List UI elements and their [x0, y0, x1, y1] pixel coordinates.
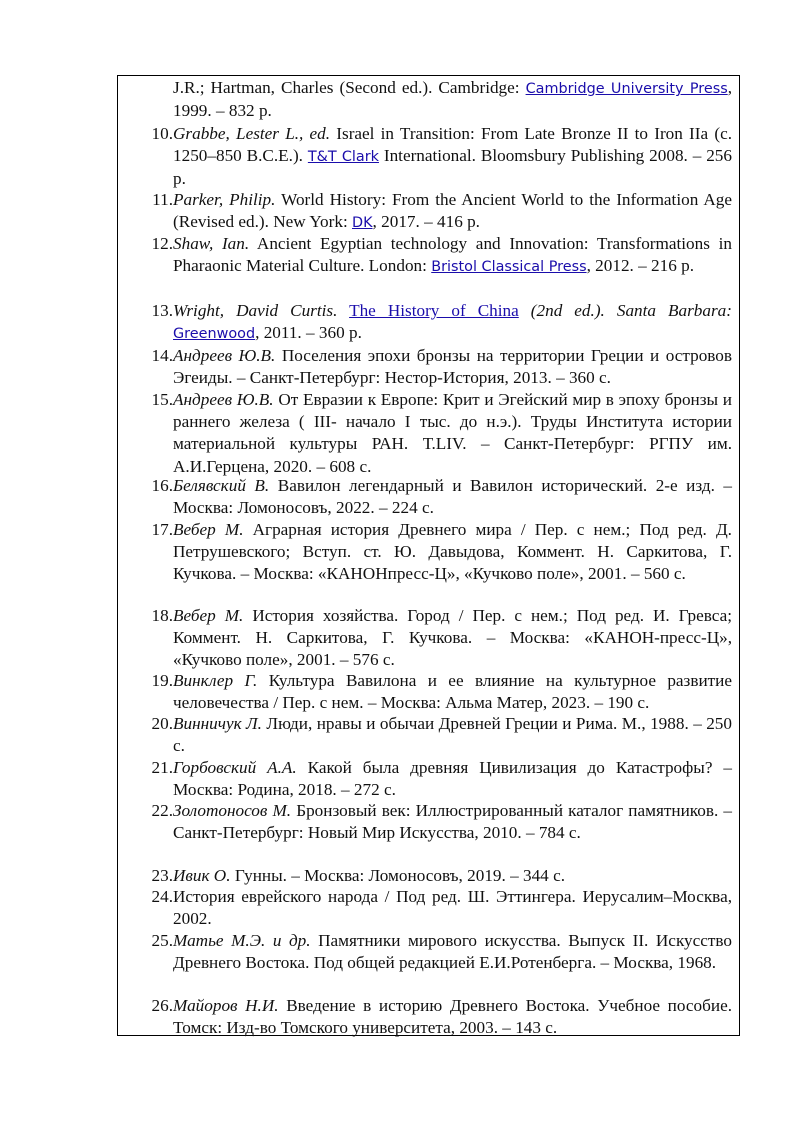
reference-text: Поселения эпохи бронзы на территории Греции и островов Эгеиды. – Санкт-Петербург: Нестор-История, 2013. – 360 с.	[173, 346, 732, 388]
reference-author: Майоров Н.И.	[173, 996, 279, 1015]
publisher-link[interactable]: Cambridge University Press	[525, 81, 728, 97]
reference-text: История еврейского народа / Под ред. Ш. Эттингера. Иерусалим–Москва, 2002.	[173, 887, 732, 929]
reference-author: Андреев Ю.В.	[173, 390, 274, 409]
reference-number: 15.	[151, 390, 173, 409]
publisher-link[interactable]: Greenwood	[173, 326, 256, 343]
reference-author: Parker, Philip.	[173, 190, 276, 209]
reference-number: 10.	[151, 124, 173, 143]
reference-author: Винклер Г.	[173, 671, 258, 690]
reference-author: Горбовский А.А.	[173, 758, 297, 777]
reference-entry	[146, 519, 732, 586]
reference-entry	[146, 389, 732, 478]
reference-author: Ивик О.	[173, 866, 231, 885]
reference-author: Shaw, Ian.	[173, 234, 250, 253]
reference-entry: 12. Shaw, Ian. Ancient Egyptian technology and Innovation: Transformations in Pharaonic Material Culture. London: Bristol Classical Press, 2012. – 216 p.	[146, 233, 732, 278]
reference-number: 19.	[151, 671, 173, 690]
reference-number: 20.	[151, 714, 173, 733]
publisher-link[interactable]: DK	[352, 215, 373, 232]
reference-number: 16.	[151, 476, 173, 495]
reference-number: 17.	[151, 520, 173, 539]
title-link[interactable]: The History of China	[349, 301, 519, 320]
reference-text: Вавилон легендарный и Вавилон исторический. 2-е изд. – Москва: Ломоносовъ, 2022. – 224 с.	[173, 476, 732, 518]
reference-text: Аграрная история Древнего мира / Пер. с нем.; Под ред. Д. Петрушевского; Вступ. ст. Ю. Давыдова, Коммент. Н. Саркитова, Г. Кучкова. – Москва: «КАНОНпресс-Ц», «Кучково поле», 2001. – 560 с.	[173, 520, 732, 584]
reference-entry	[146, 475, 732, 519]
reference-entry: 10. Grabbe, Lester L., ed. Israel in Transition: From Late Bronze II to Iron IIa (c. 1250–850 B.C.E.). T&T Clark International. Bloomsbury Publishing 2008. – 256 p.	[146, 123, 732, 191]
reference-number: 18.	[151, 606, 173, 625]
reference-entry	[146, 865, 732, 887]
reference-number: 25.	[151, 931, 173, 950]
reference-entry	[146, 757, 732, 801]
reference-entry	[146, 800, 732, 844]
reference-author: Золотоносов М.	[173, 801, 292, 820]
reference-text: Культура Вавилона и ее влияние на культурное развитие человечества / Пер. с нем. – Москва: Альма Матер, 2023. – 190 с.	[173, 671, 732, 713]
reference-text: Бронзовый век: Иллюстрированный каталог памятников. – Санкт-Петербург: Новый Мир Искусства, 2010. – 784 с.	[173, 801, 732, 843]
reference-text: От Евразии к Европе: Крит и Эгейский мир в эпоху бронзы и раннего железа ( III- начало I тыс. до н.э.). Труды Института истории материальной культуры РАН. Т.LIV. – Санкт-Петербург: РГПУ им. А.И.Герцена, 2020. – 608 с.	[173, 390, 732, 476]
reference-text: История хозяйства. Город / Пер. с нем.; Под ред. И. Гревса; Коммент. Н. Саркитова, Г. Кучкова. – Москва: «КАНОН-пресс-Ц», «Кучково поле», 2001. – 576 с.	[173, 606, 732, 670]
reference-text: Люди, нравы и обычаи Древней Греции и Рима. М., 1988. – 250 с.	[173, 714, 732, 756]
reference-entry: J.R.; Hartman, Charles (Second ed.). Cambridge: Cambridge University Press, 1999. – 832 p.	[173, 78, 732, 121]
reference-number: 21.	[151, 758, 173, 777]
reference-entry: 13. Wright, David Curtis. The History of China (2nd ed.). Santa Barbara: Greenwood, 2011. – 360 p.	[146, 300, 732, 345]
reference-entry	[146, 930, 732, 974]
reference-author: Андреев Ю.В.	[173, 346, 276, 365]
reference-number: 14.	[151, 346, 173, 365]
publisher-link[interactable]: Bristol Classical Press	[431, 259, 587, 276]
reference-number: 24.	[151, 887, 173, 906]
reference-number: 23.	[151, 866, 173, 885]
reference-text: Какой была древняя Цивилизация до Катастрофы? – Москва: Родина, 2018. – 272 с.	[173, 758, 732, 800]
reference-entry	[146, 605, 732, 672]
reference-number: 13.	[151, 301, 173, 320]
reference-author: Винничук Л.	[173, 714, 262, 733]
reference-author: Grabbe, Lester L., ed.	[173, 124, 331, 143]
reference-number: 12.	[151, 234, 173, 253]
reference-number: 26.	[151, 996, 173, 1015]
reference-entry	[146, 713, 732, 757]
publisher-link[interactable]: T&T Clark	[307, 149, 379, 166]
reference-text: Гунны. – Москва: Ломоносовъ, 2019. – 344 с.	[230, 866, 565, 885]
reference-author: Белявский В.	[173, 476, 270, 495]
reference-entry	[146, 345, 732, 389]
reference-author: Wright, David Curtis.	[173, 301, 338, 320]
reference-number: 11.	[152, 190, 173, 209]
reference-author: Вебер М.	[173, 606, 244, 625]
reference-entry	[146, 886, 732, 930]
reference-author: Вебер М.	[173, 520, 244, 539]
reference-entry: 11. Parker, Philip. World History: From the Ancient World to the Information Age (Revised ed.). New York: DK, 2017. – 416 p.	[146, 189, 732, 234]
reference-number: 22.	[151, 801, 173, 820]
reference-author: Матье М.Э. и др.	[173, 931, 311, 950]
reference-entry	[146, 995, 732, 1039]
reference-text: Памятники мирового искусства. Выпуск II. Искусство Древнего Востока. Под общей редакцией Е.И.Ротенберга. – Москва, 1968.	[173, 931, 733, 973]
reference-text: Введение в историю Древнего Востока. Учебное пособие. Томск: Изд-во Томского университета, 2003. – 143 с.	[173, 996, 732, 1038]
reference-entry	[146, 670, 732, 714]
